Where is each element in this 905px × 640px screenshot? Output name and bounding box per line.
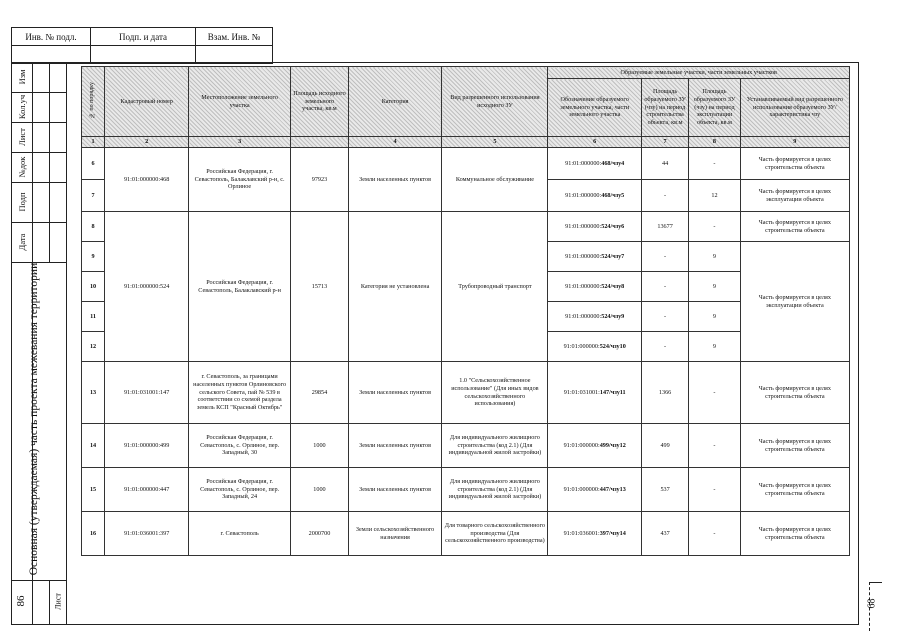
list-label: Лист: [17, 128, 27, 146]
designation-cell: 91:01:000000:524/чзу7: [548, 242, 642, 272]
category-cell: Земли населенных пунктов: [348, 148, 442, 212]
area-cell: 2000700: [291, 512, 349, 556]
document-title: Основная (утверждаемая) часть проекта межевания территории: [28, 262, 40, 576]
col-index: 4: [348, 137, 442, 148]
purpose-cell: Часть формируется в целях эксплуатации объекта: [740, 242, 849, 362]
purpose-cell: Часть формируется в целях эксплуатации объекта: [740, 180, 849, 212]
location-cell: Российская Федерация, г. Севастополь, Балаклавский р-н, с. Орлиное: [189, 148, 291, 212]
header-group: Образуемые земельные участки, части земельных участков: [548, 67, 850, 79]
header-area: Площадь исходного земельного участка, кв.м: [291, 67, 349, 137]
header-area-exploitation: Площадь образуемого ЗУ (чзу) на период эксплуатации объекта, кв.м: [689, 79, 740, 137]
col-index: 3: [189, 137, 291, 148]
area-cell: 1000: [291, 468, 349, 512]
use-cell: Трубопроводный транспорт: [442, 212, 548, 362]
inv-podl-label: Инв. № подл.: [12, 28, 91, 46]
cadastral-cell: 91:01:000000:524: [105, 212, 189, 362]
use-cell: 1.0 "Сельскохозяйственное использование" (Для иных видов сельскохозяйственного использования): [442, 362, 548, 424]
col-index: 6: [548, 137, 642, 148]
list-bottom-label: Лист: [53, 593, 63, 610]
table-row: 11 91:01:000000:524/чзу9 - 9: [82, 302, 850, 332]
location-cell: Российская Федерация, г. Севастополь, Балаклавский р-н: [189, 212, 291, 362]
cadastral-cell: 91:01:000000:499: [105, 424, 189, 468]
use-cell: Для товарного сельскохозяйственного производства (Для сельскохозяйственного производства): [442, 512, 548, 556]
table-row: 7 91:01:000000:468/чзу5 - 12 Часть формируется в целях эксплуатации объекта: [82, 180, 850, 212]
purpose-cell: Часть формируется в целях строительства объекта: [740, 212, 849, 242]
location-cell: Российская Федерация, г. Севастополь, с. Орлиное, пер. Западный, 24: [189, 468, 291, 512]
cadastral-cell: 91:01:000000:468: [105, 148, 189, 212]
header-n: № по порядку: [82, 67, 105, 137]
category-cell: Земли населенных пунктов: [348, 468, 442, 512]
header-area-construction: Площадь образуемого ЗУ (чзу) на период строительства объекта, кв.м: [641, 79, 688, 137]
data-label: Дата: [17, 233, 27, 251]
area-cell: 15713: [291, 212, 349, 362]
podp-data-label: Подп. и дата: [91, 28, 196, 46]
podp-data-value: [91, 46, 196, 64]
designation-cell: 91:01:000000:524/чзу9: [548, 302, 642, 332]
area-cell: 29854: [291, 362, 349, 424]
page-number-left: 86: [15, 595, 27, 607]
vzam-inv-label: Взам. Инв. №: [196, 28, 273, 46]
table-row: 9 91:01:000000:524/чзу7 - 9 Часть формируется в целях эксплуатации объекта: [82, 242, 850, 272]
col-index: 5: [442, 137, 548, 148]
designation-cell: 91:01:000000:499/чзу12: [548, 424, 642, 468]
category-cell: Земли сельскохозяйственного назначения: [348, 512, 442, 556]
category-cell: Земли населенных пунктов: [348, 362, 442, 424]
location-cell: г. Севастополь: [189, 512, 291, 556]
kol-uch-label: Кол.уч: [17, 94, 27, 120]
col-index: 2: [105, 137, 189, 148]
table-row: 13 91:01:031001:147 г. Севастополь, за границами населенных пунктов Орлиновского сельского Совета, пай № 539 в соответствии со схемой раздела земель КСП "Красный Октябрь" 29854 Земли населенных пунктов 1.0 "Сельскохозяйственное использование" (Для иных видов сельскохозяйственного использования) 91:01:031001:147/чзу11 1366 - Часть формируется в целях строительства объекта: [82, 362, 850, 424]
designation-cell: 91:01:000000:468/чзу5: [548, 180, 642, 212]
land-plots-table: [81, 66, 850, 556]
col-index: [291, 137, 349, 148]
table-row: 12 91:01:000000:524/чзу10 - 9: [82, 332, 850, 362]
category-cell: Земли населенных пунктов: [348, 424, 442, 468]
col-index: 7: [641, 137, 688, 148]
purpose-cell: Часть формируется в целях строительства объекта: [740, 148, 849, 180]
location-cell: Российская Федерация, г. Севастополь, с. Орлиное, пер. Западный, 30: [189, 424, 291, 468]
table-row: 16 91:01:036001:397 г. Севастополь 2000700 Земли сельскохозяйственного назначения Для товарного сельскохозяйственного производства (Для сельскохозяйственного производства) 91:01:036001:397/чзу14 437 - Часть формируется в целях строительства объекта: [82, 512, 850, 556]
designation-cell: 91:01:000000:468/чзу4: [548, 148, 642, 180]
designation-cell: 91:01:031001:147/чзу11: [548, 362, 642, 424]
cadastral-cell: 91:01:000000:447: [105, 468, 189, 512]
designation-cell: 91:01:000000:524/чзу8: [548, 272, 642, 302]
designation-cell: 91:01:000000:524/чзу6: [548, 212, 642, 242]
col-index: 1: [82, 137, 105, 148]
use-cell: Для индивидуального жилищного строительства (код 2.1) (Для индивидуальной жилой застройки): [442, 424, 548, 468]
header-cadastral: Кадастровый номер: [105, 67, 189, 137]
designation-cell: 91:01:000000:524/чзу10: [548, 332, 642, 362]
designation-cell: 91:01:000000:447/чзу13: [548, 468, 642, 512]
vzam-inv-value: [196, 46, 273, 64]
izm-label: Изм: [17, 69, 27, 85]
ndok-label: №док: [17, 156, 27, 178]
title-stamp: [11, 27, 273, 64]
col-index: 8: [689, 137, 740, 148]
cadastral-cell: 91:01:036001:397: [105, 512, 189, 556]
header-location: Местоположение земельного участка: [189, 67, 291, 137]
use-cell: Для индивидуального жилищного строительства (код 2.1) (Для индивидуальной жилой застройки): [442, 468, 548, 512]
header-use: Вид разрешенного использования исходного ЗУ: [442, 67, 548, 137]
area-cell: 1000: [291, 424, 349, 468]
table-row: 10 91:01:000000:524/чзу8 - 9: [82, 272, 850, 302]
table-row: 15 91:01:000000:447 Российская Федерация, г. Севастополь, с. Орлиное, пер. Западный, 24 1000 Земли населенных пунктов Для индивидуального жилищного строительства (код 2.1) (Для индивидуальной жилой застройки) 91:01:000000:447/чзу13 537 - Часть формируется в целях строительства объекта: [82, 468, 850, 512]
header-designation: Обозначение образуемого земельного участка, части земельного участка: [548, 79, 642, 137]
header-purpose: Устанавливаемый вид разрешенного использования образуемого ЗУ/характеристика чзу: [740, 79, 849, 137]
cadastral-cell: 91:01:031001:147: [105, 362, 189, 424]
purpose-cell: Часть формируется в целях строительства объекта: [740, 468, 849, 512]
purpose-cell: Часть формируется в целях строительства объекта: [740, 424, 849, 468]
page-number-right: 68: [866, 598, 878, 609]
table-row: 14 91:01:000000:499 Российская Федерация, г. Севастополь, с. Орлиное, пер. Западный, 30 1000 Земли населенных пунктов Для индивидуального жилищного строительства (код 2.1) (Для индивидуальной жилой застройки) 91:01:000000:499/чзу12 499 - Часть формируется в целях строительства объекта: [82, 424, 850, 468]
use-cell: Коммунальное обслуживание: [442, 148, 548, 212]
header-category: Категория: [348, 67, 442, 137]
table-row: 8 91:01:000000:524 Российская Федерация, г. Севастополь, Балаклавский р-н 15713 Категория не установлена Трубопроводный транспорт 91:01:000000:524/чзу6 13677 - Часть формируется в целях строительства объекта: [82, 212, 850, 242]
col-index: 9: [740, 137, 849, 148]
location-cell: г. Севастополь, за границами населенных пунктов Орлиновского сельского Совета, пай № 539 в соответствии со схемой раздела земель КСП "Красный Октябрь": [189, 362, 291, 424]
table-row: 6 91:01:000000:468 Российская Федерация, г. Севастополь, Балаклавский р-н, с. Орлиное 97923 Земли населенных пунктов Коммунальное обслуживание 91:01:000000:468/чзу4 44 - Часть формируется в целях строительства объекта: [82, 148, 850, 180]
podp-label: Подп: [17, 192, 27, 212]
designation-cell: 91:01:036001:397/чзу14: [548, 512, 642, 556]
area-cell: 97923: [291, 148, 349, 212]
purpose-cell: Часть формируется в целях строительства объекта: [740, 512, 849, 556]
category-cell: Категория не установлена: [348, 212, 442, 362]
purpose-cell: Часть формируется в целях строительства объекта: [740, 362, 849, 424]
inv-podl-value: [12, 46, 91, 64]
